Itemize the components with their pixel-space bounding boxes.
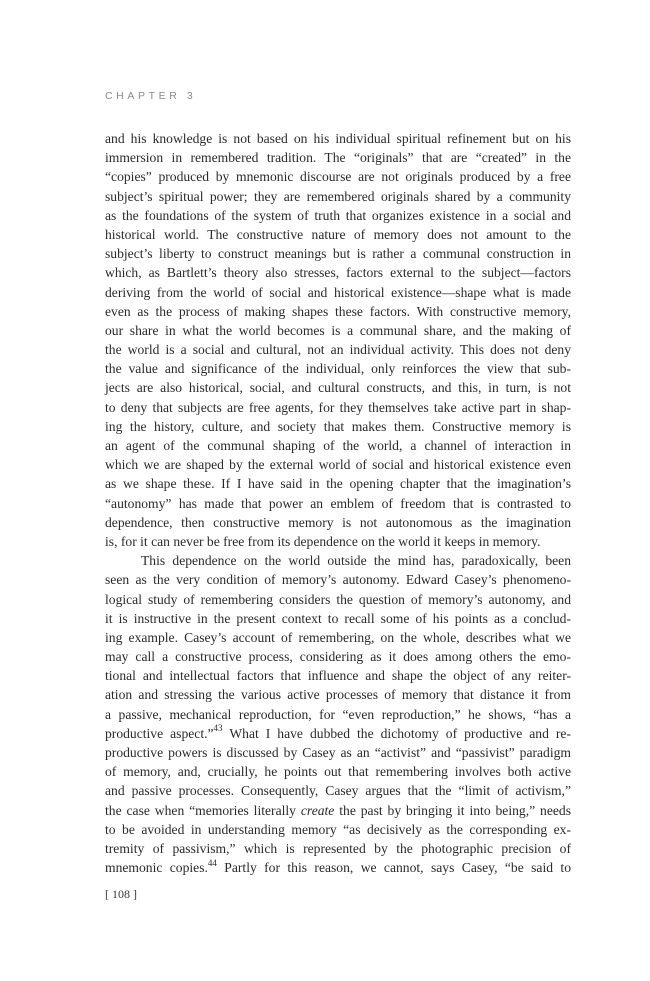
text-line: dependence, then constructive memory is not autonomous as the imagination bbox=[105, 514, 571, 530]
text-line: may call a constructive process, considering as it does among others the emo- bbox=[105, 649, 571, 665]
text-line: and passive processes. Consequently, Casey argues that the “limit of activism,” bbox=[105, 783, 571, 799]
text-line: the value and significance of the individual, only reinforces the view that sub- bbox=[105, 361, 571, 377]
text-line: it is instructive in the present context to recall some of his points as a conclud- bbox=[105, 610, 571, 626]
text-segment: productive aspect.” bbox=[105, 725, 214, 741]
text-line: ing example. Casey’s account of remembering, on the whole, describes what we bbox=[105, 629, 571, 645]
text-line: ing the history, culture, and society that makes them. Constructive memory is bbox=[105, 418, 571, 434]
text-line: which, as Bartlett’s theory also stresses, factors external to the subject—factors bbox=[105, 265, 571, 281]
text-line: ation and stressing the various active processes of memory that distance it from bbox=[105, 687, 571, 703]
text-line: immersion in remembered tradition. The “originals” that are “created” in the bbox=[105, 150, 571, 166]
text-line: “autonomy” has made that power an emblem of freedom that is contrasted to bbox=[105, 495, 571, 511]
footnote-ref-44[interactable]: 44 bbox=[207, 857, 217, 868]
text-line: to be avoided in understanding memory “as decisively as the corresponding ex- bbox=[105, 821, 571, 837]
text-line: the world is a social and cultural, not an individual activity. This does not deny bbox=[105, 342, 571, 358]
text-line: and his knowledge is not based on his individual spiritual refinement but on his bbox=[105, 131, 571, 146]
text-line: which we are shaped by the external world of social and historical existence even bbox=[105, 457, 571, 473]
text-line: subject’s spiritual power; they are remembered originals shared by a community bbox=[105, 188, 571, 204]
text-segment: Partly for this reason, we cannot, says Casey, “be said to bbox=[216, 860, 571, 876]
text-line: subject’s liberty to construct meanings but is rather a communal construction in bbox=[105, 246, 571, 262]
text-line: even as the process of making shapes these factors. With constructive memory, bbox=[105, 303, 571, 319]
running-head: CHAPTER 3 bbox=[105, 90, 197, 102]
text-line: deriving from the world of social and historical existence—shape what is made bbox=[105, 284, 571, 300]
footnote-ref-43[interactable]: 43 bbox=[213, 723, 223, 734]
text-line bbox=[105, 724, 571, 743]
text-line: as the foundations of the system of truth that organizes existence in a social and bbox=[105, 207, 571, 223]
italic-word: create bbox=[300, 802, 335, 818]
text-line: is, for it can never be free from its dependence on the world it keeps in memory. bbox=[105, 533, 541, 549]
text-segment: What I have dubbed the dichotomy of productive and re- bbox=[222, 725, 571, 741]
text-line: of memory, and, crucially, he points out that remembering involves both active bbox=[105, 764, 571, 780]
text-line: productive powers is discussed by Casey as an “activist” and “passivist” paradigm bbox=[105, 745, 571, 760]
text-segment: the past by bringing it into being,” needs bbox=[334, 802, 571, 818]
text-line: our share in what the world becomes is a communal share, and the making of bbox=[105, 322, 571, 338]
text-line: logical study of remembering considers the question of memory’s autonomy, and bbox=[105, 591, 571, 607]
text-line: historical world. The constructive nature of memory does not amount to the bbox=[105, 226, 571, 242]
text-line: to deny that subjects are free agents, for they themselves take active part in shap- bbox=[105, 399, 571, 415]
text-line: a passive, mechanical reproduction, for “even reproduction,” he shows, “has a bbox=[105, 706, 571, 722]
text-line: an agent of the communal shaping of the world, a channel of interaction in bbox=[105, 438, 571, 453]
text-line bbox=[105, 858, 571, 877]
body-text bbox=[105, 129, 571, 877]
text-segment: the case when “memories literally bbox=[105, 802, 301, 818]
text-line bbox=[105, 801, 571, 820]
text-line: tional and intellectual factors that influence and shape the object of any reiter- bbox=[105, 668, 571, 684]
text-line: tremity of passivism,” which is represented by the photographic precision of bbox=[105, 840, 571, 856]
text-line: jects are also historical, social, and cultural constructs, and this, in turn, is not bbox=[105, 380, 571, 396]
text-line: as we shape these. If I have said in the opening chapter that the imagination’s bbox=[105, 476, 571, 492]
text-line: seen as the very condition of memory’s autonomy. Edward Casey’s phenomeno- bbox=[105, 572, 571, 588]
text-segment: mnemonic copies. bbox=[105, 860, 208, 876]
page-number: [ 108 ] bbox=[105, 887, 137, 901]
text-line: “copies” produced by mnemonic discourse are not originals produced by a free bbox=[105, 169, 571, 185]
text-line: This dependence on the world outside the mind has, paradoxically, been bbox=[141, 553, 571, 569]
